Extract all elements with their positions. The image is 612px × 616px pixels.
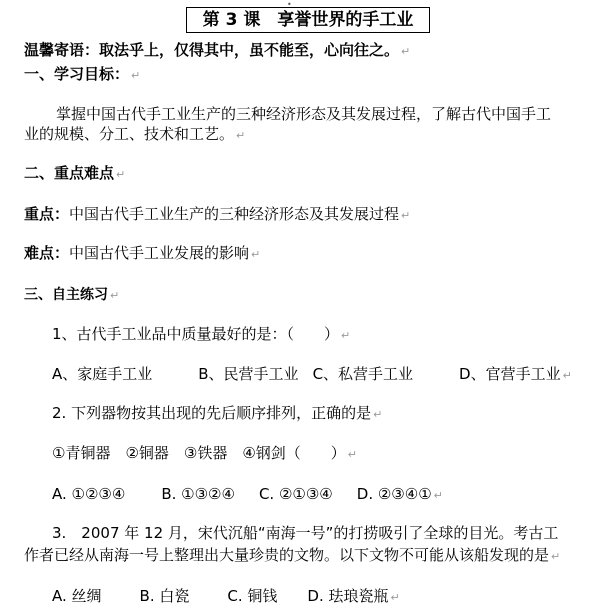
q2-option-b: B. ①③②④	[161, 485, 235, 503]
key-point-text: 中国古代手工业生产的三种经济形态及其发展过程	[69, 205, 400, 223]
section-2-heading	[24, 163, 606, 185]
question-3-text-1: 3. 2007 年 12 月，宋代沉船“南海一号”的打捞吸引了全球的目光。考古工	[52, 524, 559, 542]
question-2	[52, 403, 606, 425]
q1-option-c: C、私营手工业	[312, 365, 414, 383]
q2-option-d: D. ②③④①	[356, 485, 432, 503]
difficulty-text: 中国古代手工业发展的影响	[69, 244, 250, 262]
question-3-line-1	[52, 523, 606, 543]
paragraph-mark-icon: ↵	[401, 45, 411, 58]
q2-option-c: C. ②①③④	[258, 485, 333, 503]
paragraph-mark-icon: ↵	[562, 369, 572, 382]
question-3-text-2: 作者已经从南海一号上整理出大量珍贵的文物。以下文物不可能从该船发现的是	[24, 546, 550, 564]
question-1-text: 1、古代手工业品中质量最好的是：（ ）	[52, 325, 340, 343]
section-3-heading	[24, 285, 606, 306]
paragraph-mark-icon: ↵	[131, 69, 141, 82]
q3-option-c: C. 铜钱	[227, 587, 278, 605]
key-point-line	[24, 204, 606, 226]
objective-text-2: 业的规模、分工、技术和工艺。	[24, 125, 235, 143]
paragraph-mark-icon: ↵	[551, 550, 561, 563]
paragraph-mark-icon: ↵	[401, 209, 411, 222]
question-3-options	[52, 586, 606, 608]
paragraph-mark-icon: ↵	[390, 591, 400, 604]
objective-text-1: 掌握中国古代手工业生产的三种经济形态及其发展过程，了解古代中国手工	[56, 105, 552, 123]
section-3-heading-text: 三、自主练习	[24, 287, 108, 303]
lesson-title-box	[186, 7, 430, 33]
q1-option-a: A、家庭手工业	[52, 365, 153, 383]
question-2-text: 2. 下列器物按其出现的先后顺序排列，正确的是	[52, 404, 372, 422]
question-2-items	[52, 443, 606, 465]
key-point-label: 重点：	[24, 205, 70, 223]
question-3-line-2	[24, 545, 606, 567]
difficulty-label: 难点：	[24, 244, 70, 262]
q1-option-b: B、民营手工业	[198, 365, 299, 383]
q2-items-text: ①青铜器 ②铜器 ③铁器 ④钢剑（ ）	[52, 444, 346, 462]
q3-option-a: A. 丝绸	[52, 587, 102, 605]
section-1-heading	[24, 64, 606, 86]
paragraph-mark-icon: ↵	[373, 408, 383, 421]
question-2-options	[52, 484, 606, 506]
paragraph-mark-icon: ↵	[347, 448, 358, 461]
paragraph-mark-icon: ↵	[116, 168, 126, 181]
difficulty-line	[24, 243, 606, 265]
q2-option-a: A. ①②③④	[52, 485, 126, 503]
question-1	[52, 324, 606, 346]
paragraph-mark-icon: ↵	[236, 129, 246, 142]
q3-option-d: D. 珐琅瓷瓶	[307, 587, 389, 605]
objective-line-1	[56, 104, 606, 124]
section-2-heading-text: 二、重点难点	[24, 164, 115, 182]
objective-line-2	[24, 124, 606, 146]
motto: 温馨寄语：取法乎上，仅得其中，虽不能至，心向往之。	[24, 41, 400, 59]
q3-option-b: B. 白瓷	[139, 587, 190, 605]
q1-option-d: D、官营手工业	[459, 365, 561, 383]
lesson-title: 第 3 课 享誉世界的手工业	[202, 10, 414, 30]
section-1-heading-text: 一、学习目标：	[24, 65, 130, 83]
paragraph-mark-icon: ↵	[341, 329, 351, 342]
anchor-dot-icon: •	[287, 0, 292, 9]
question-1-options	[52, 364, 606, 386]
paragraph-mark-icon: ↵	[251, 248, 261, 261]
paragraph-mark-icon: ↵	[110, 289, 120, 302]
paragraph-mark-icon: ↵	[433, 489, 443, 502]
motto-line	[24, 40, 606, 62]
